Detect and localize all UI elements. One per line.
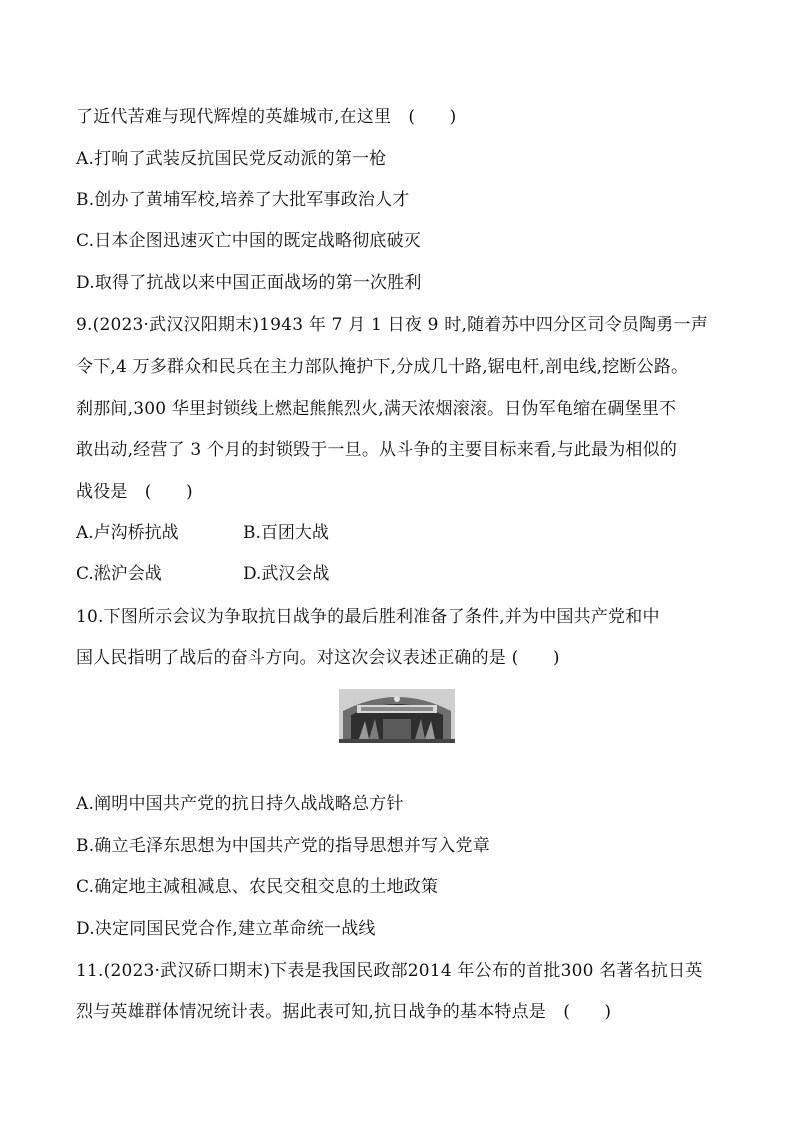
q10-stem-line-1: 10.下图所示会议为争取抗日战争的最后胜利准备了条件,并为中国共产党和中 [76, 607, 660, 627]
q11-stem-line-2: 烈与英雄群体情况统计表。据此表可知,抗日战争的基本特点是 ( ) [76, 1002, 612, 1022]
q10-stem-line-2: 国人民指明了战后的奋斗方向。对这次会议表述正确的是 ( ) [76, 648, 560, 668]
meeting-photo [339, 689, 455, 743]
q9-option-d: D.武汉会战 [243, 564, 330, 584]
meeting-photo-illustration [339, 689, 455, 743]
q9-option-b: B.百团大战 [243, 523, 329, 543]
q9-stem-line-1: 9.(2023·武汉汉阳期末)1943 年 7 月 1 日夜 9 时,随着苏中四分区司令员陶勇一声 [76, 315, 708, 335]
q8-option-c: C.日本企图迅速灭亡中国的既定战略彻底破灭 [76, 231, 422, 251]
q8-stem-line: 了近代苦难与现代辉煌的英雄城市,在这里 ( ) [76, 107, 457, 127]
q10-option-c: C.确定地主减租减息、农民交租交息的土地政策 [76, 877, 439, 897]
q9-stem-line-5: 战役是 ( ) [76, 482, 193, 502]
q8-option-d: D.取得了抗战以来中国正面战场的第一次胜利 [76, 273, 422, 293]
q11-stem-line-1: 11.(2023·武汉硚口期末)下表是我国民政部2014 年公布的首批300 名著名抗日英 [76, 961, 703, 981]
q9-stem-line-2: 令下,4 万多群众和民兵在主力部队掩护下,分成几十路,锯电杆,剖电线,挖断公路。 [76, 357, 689, 377]
q10-option-a: A.阐明中国共产党的抗日持久战战略总方针 [76, 794, 404, 814]
q10-option-b: B.确立毛泽东思想为中国共产党的指导思想并写入党章 [76, 836, 490, 856]
q9-option-a: A.卢沟桥抗战 [76, 523, 179, 543]
q10-option-d: D.决定同国民党合作,建立革命统一战线 [76, 919, 376, 939]
q8-option-b: B.创办了黄埔军校,培养了大批军事政治人才 [76, 190, 410, 210]
q9-option-c: C.淞沪会战 [76, 564, 162, 584]
q9-stem-line-3: 刹那间,300 华里封锁线上燃起熊熊烈火,满天浓烟滚滚。日伪军龟缩在碉堡里不 [76, 399, 677, 419]
q8-option-a: A.打响了武装反抗国民党反动派的第一枪 [76, 149, 387, 169]
q9-stem-line-4: 敢出动,经营了 3 个月的封锁毁于一旦。从斗争的主要目标来看,与此最为相似的 [76, 440, 678, 460]
